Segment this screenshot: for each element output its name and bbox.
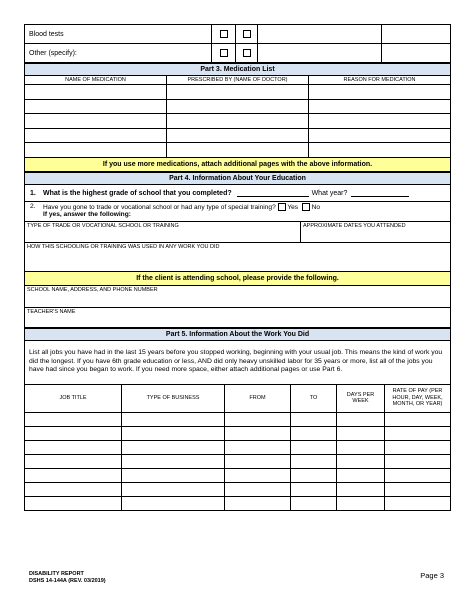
column-header: PRESCRIBED BY (NAME OF DOCTOR) <box>167 76 309 85</box>
text-field[interactable] <box>25 85 167 100</box>
year-input[interactable] <box>351 189 409 197</box>
field-label: TYPE OF TRADE OR VOCATIONAL SCHOOL OR TRAINING <box>27 222 179 229</box>
table-row <box>25 440 451 454</box>
table-row <box>25 496 451 510</box>
work-table <box>24 328 451 511</box>
text-field[interactable] <box>122 440 225 454</box>
text-field[interactable] <box>337 468 385 482</box>
medication-note: If you use more medications, attach additional pages with the above information. <box>25 157 451 171</box>
text-field[interactable] <box>385 454 451 468</box>
text-field[interactable] <box>225 496 291 510</box>
text-field[interactable] <box>25 143 167 158</box>
text-field[interactable] <box>385 412 451 426</box>
grade-input[interactable] <box>237 189 309 197</box>
table-row <box>25 85 451 100</box>
text-field[interactable] <box>309 99 451 114</box>
column-header: TYPE OF BUSINESS <box>122 384 225 412</box>
column-header: REASON FOR MEDICATION <box>309 76 451 85</box>
yes-checkbox[interactable] <box>278 203 286 211</box>
part4-title: Part 4. Information About Your Education <box>25 172 451 184</box>
text-field[interactable] <box>122 426 225 440</box>
text-field[interactable] <box>225 482 291 496</box>
text-field[interactable] <box>225 426 291 440</box>
table-row <box>25 128 451 143</box>
text-field[interactable] <box>167 143 309 158</box>
text-field[interactable] <box>225 454 291 468</box>
part3-title: Part 3. Medication List <box>25 64 451 76</box>
text-field[interactable] <box>25 128 167 143</box>
form-number: DSHS 14-144A (REV. 03/2019) <box>29 578 106 584</box>
text-field[interactable] <box>225 412 291 426</box>
text-field[interactable] <box>167 114 309 129</box>
text-field[interactable] <box>337 496 385 510</box>
text-field[interactable] <box>291 440 337 454</box>
test-label: Other (specify): <box>25 44 212 63</box>
medication-table <box>24 63 451 172</box>
text-field[interactable] <box>25 99 167 114</box>
training-used-field[interactable] <box>25 242 451 271</box>
yes-label: Yes <box>287 203 299 211</box>
followup-text: If yes, answer the following: <box>43 211 131 219</box>
work-instructions: List all jobs you have had in the last 15 years before you stopped working, beginning with your usual job. This means the kind of work you did the longest. If you have 6th grade education or less, AND did only heavy unskilled labor for 35 years or more, list all of the jobs you have had since you began to work. If you need more space, either attach additional pages or use Part 6. <box>25 340 451 384</box>
text-field[interactable] <box>122 468 225 482</box>
text-field[interactable] <box>337 482 385 496</box>
column-header: TO <box>291 384 337 412</box>
column-header: NAME OF MEDICATION <box>25 76 167 85</box>
text-field[interactable] <box>337 412 385 426</box>
text-field[interactable] <box>167 99 309 114</box>
test-row-other <box>25 44 451 63</box>
text-field[interactable] <box>25 114 167 129</box>
text-field[interactable] <box>122 482 225 496</box>
question-2 <box>25 201 451 221</box>
training-dates-field[interactable] <box>301 221 451 242</box>
checkbox[interactable] <box>243 30 251 38</box>
test-label: Blood tests <box>25 25 212 44</box>
text-field[interactable] <box>122 412 225 426</box>
form-footer <box>29 571 106 585</box>
year-label: What year? <box>311 189 348 197</box>
text-field[interactable] <box>25 468 122 482</box>
page-number: Page 3 <box>420 571 444 580</box>
text-field[interactable] <box>309 143 451 158</box>
question-1 <box>25 184 451 201</box>
field-label: TEACHER'S NAME <box>27 308 76 315</box>
text-field[interactable] <box>25 440 122 454</box>
text-field[interactable] <box>258 44 382 63</box>
school-note: If the client is attending school, please provide the following. <box>25 271 451 285</box>
table-row <box>25 482 451 496</box>
test-row-blood <box>25 25 451 44</box>
text-field[interactable] <box>337 454 385 468</box>
tests-table <box>24 24 451 63</box>
checkbox[interactable] <box>220 49 228 57</box>
text-field[interactable] <box>291 412 337 426</box>
column-header: JOB TITLE <box>25 384 122 412</box>
column-header: RATE OF PAY (PER HOUR, DAY, WEEK, MONTH, OR YEAR) <box>385 384 451 412</box>
text-field[interactable] <box>291 496 337 510</box>
text-field[interactable] <box>337 440 385 454</box>
text-field[interactable] <box>385 426 451 440</box>
question-text: What is the highest grade of school that you completed? <box>43 189 232 197</box>
text-field[interactable] <box>225 468 291 482</box>
checkbox[interactable] <box>243 49 251 57</box>
column-header: FROM <box>225 384 291 412</box>
text-field[interactable] <box>291 454 337 468</box>
table-row <box>25 114 451 129</box>
table-row <box>25 412 451 426</box>
teacher-name-field[interactable] <box>25 307 451 327</box>
text-field[interactable] <box>385 482 451 496</box>
text-field[interactable] <box>167 85 309 100</box>
text-field[interactable] <box>309 85 451 100</box>
text-field[interactable] <box>291 482 337 496</box>
table-row <box>25 468 451 482</box>
school-name-field[interactable] <box>25 285 451 307</box>
checkbox[interactable] <box>220 30 228 38</box>
table-row <box>25 143 451 158</box>
no-label: No <box>311 203 321 211</box>
question-number: 2. <box>30 203 36 211</box>
text-field[interactable] <box>225 440 291 454</box>
question-number: 1. <box>30 189 36 197</box>
field-label: SCHOOL NAME, ADDRESS, AND PHONE NUMBER <box>27 286 158 293</box>
text-field[interactable] <box>385 468 451 482</box>
text-field[interactable] <box>309 128 451 143</box>
part5-title: Part 5. Information About the Work You Did <box>25 328 451 340</box>
text-field[interactable] <box>25 412 122 426</box>
table-row <box>25 454 451 468</box>
no-checkbox[interactable] <box>302 203 310 211</box>
field-label: HOW THIS SCHOOLING OR TRAINING WAS USED IN ANY WORK YOU DID <box>27 243 220 250</box>
education-table <box>24 172 451 328</box>
text-field[interactable] <box>122 454 225 468</box>
text-field[interactable] <box>382 44 451 63</box>
text-field[interactable] <box>291 468 337 482</box>
text-field[interactable] <box>25 482 122 496</box>
text-field[interactable] <box>25 454 122 468</box>
training-type-field[interactable] <box>25 221 301 242</box>
text-field[interactable] <box>167 128 309 143</box>
text-field[interactable] <box>382 25 451 44</box>
text-field[interactable] <box>291 426 337 440</box>
field-label: APPROXIMATE DATES YOU ATTENDED <box>303 222 406 229</box>
table-row <box>25 99 451 114</box>
text-field[interactable] <box>385 496 451 510</box>
question-text: Have you gone to trade or vocational school or had any type of special training? <box>43 203 276 211</box>
text-field[interactable] <box>385 440 451 454</box>
text-field[interactable] <box>122 496 225 510</box>
text-field[interactable] <box>337 426 385 440</box>
text-field[interactable] <box>309 114 451 129</box>
form-name: DISABILITY REPORT <box>29 571 84 577</box>
column-header: DAYS PER WEEK <box>337 384 385 412</box>
form-page <box>24 24 450 511</box>
text-field[interactable] <box>25 426 122 440</box>
text-field[interactable] <box>25 496 122 510</box>
table-row <box>25 426 451 440</box>
text-field[interactable] <box>258 25 382 44</box>
